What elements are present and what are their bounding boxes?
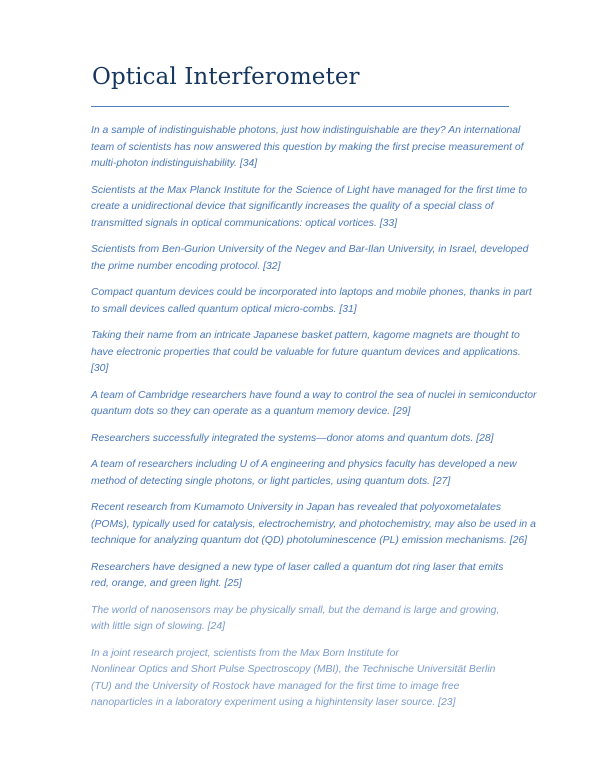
abstract-entry — [91, 388, 551, 421]
entry-line: [30] — [91, 363, 109, 374]
entry-line: Nonlinear Optics and Short Pulse Spectroscopy (MBI), the Technische Universität Berlin — [91, 664, 496, 675]
entry-line: to small devices called quantum optical micro-combs. [31] — [91, 303, 357, 315]
abstract-entry — [91, 328, 551, 378]
entry-line: create a unidirectional device that significantly increases the quality of a special class of — [91, 201, 494, 212]
entry-line: A team of Cambridge researchers have found a way to control the sea of nuclei in semiconductor — [91, 389, 537, 401]
abstract-entry — [91, 123, 551, 173]
entry-line: Scientists from Ben-Gurion University of the Negev and Bar-Ilan University, in Israel, developed — [91, 244, 529, 255]
abstract-entry — [91, 285, 551, 318]
entry-line: Researchers have designed a new type of laser called a quantum dot ring laser that emits — [91, 561, 504, 573]
abstract-entry — [91, 242, 551, 275]
entry-line: Taking their name from an intricate Japanese basket pattern, kagome magnets are thought to — [91, 330, 520, 341]
entry-line: (TU) and the University of Rostock have managed for the first time to image free — [91, 680, 460, 692]
entry-line: Scientists at the Max Planck Institute for the Science of Light have managed for the first time to — [91, 184, 528, 196]
entry-line: nanoparticles in a laboratory experiment using a highintensity laser source. [23] — [91, 697, 456, 708]
abstract-entry — [91, 646, 551, 712]
entry-line: Compact quantum devices could be incorporated into laptops and mobile phones, thanks in part — [91, 287, 532, 298]
entry-line: In a sample of indistinguishable photons, just how indistinguishable are they? An international — [91, 125, 521, 136]
entry-line: the prime number encoding protocol. [32] — [91, 260, 281, 272]
title-underline — [91, 106, 509, 107]
page-title: Optical Interferometer — [92, 64, 360, 90]
entry-line: A team of researchers including U of A engineering and physics faculty has developed a new — [91, 459, 517, 470]
entry-line: Researchers successfully integrated the systems—donor atoms and quantum dots. [28] — [91, 432, 494, 444]
entry-line: technique for analyzing quantum dot (QD) photoluminescence (PL) emission mechanisms. [26] — [91, 535, 528, 546]
abstract-entry — [91, 457, 551, 490]
abstract-entry — [91, 560, 551, 593]
entry-line: transmitted signals in optical communications: optical vortices. [33] — [91, 217, 398, 229]
entry-line: have electronic properties that could be valuable for future quantum devices and applications. — [91, 346, 521, 358]
entry-line: multi-photon indistinguishability. [34] — [91, 158, 258, 169]
abstract-entry — [91, 183, 551, 233]
entry-line: quantum dots so they can operate as a quantum memory device. [29] — [91, 406, 411, 417]
entry-line: In a joint research project, scientists from the Max Born Institute for — [91, 647, 399, 659]
entry-line: with little sign of slowing. [24] — [91, 621, 225, 632]
abstract-entry — [91, 431, 551, 448]
abstract-list — [91, 123, 551, 722]
entry-line: Recent research from Kumamoto University in Japan has revealed that polyoxometalates — [91, 502, 502, 513]
entry-line: method of detecting single photons, or light particles, using quantum dots. [27] — [91, 475, 451, 487]
entry-line: red, orange, and green light. [25] — [91, 578, 242, 589]
abstract-entry — [91, 603, 551, 636]
entry-line: (POMs), typically used for catalysis, electrochemistry, and photochemistry, may also be used in a — [91, 518, 536, 530]
entry-line: The world of nanosensors may be physically small, but the demand is large and growing, — [91, 604, 500, 616]
entry-line: team of scientists has now answered this question by making the first precise measurement of — [91, 141, 524, 153]
abstract-entry — [91, 500, 551, 550]
